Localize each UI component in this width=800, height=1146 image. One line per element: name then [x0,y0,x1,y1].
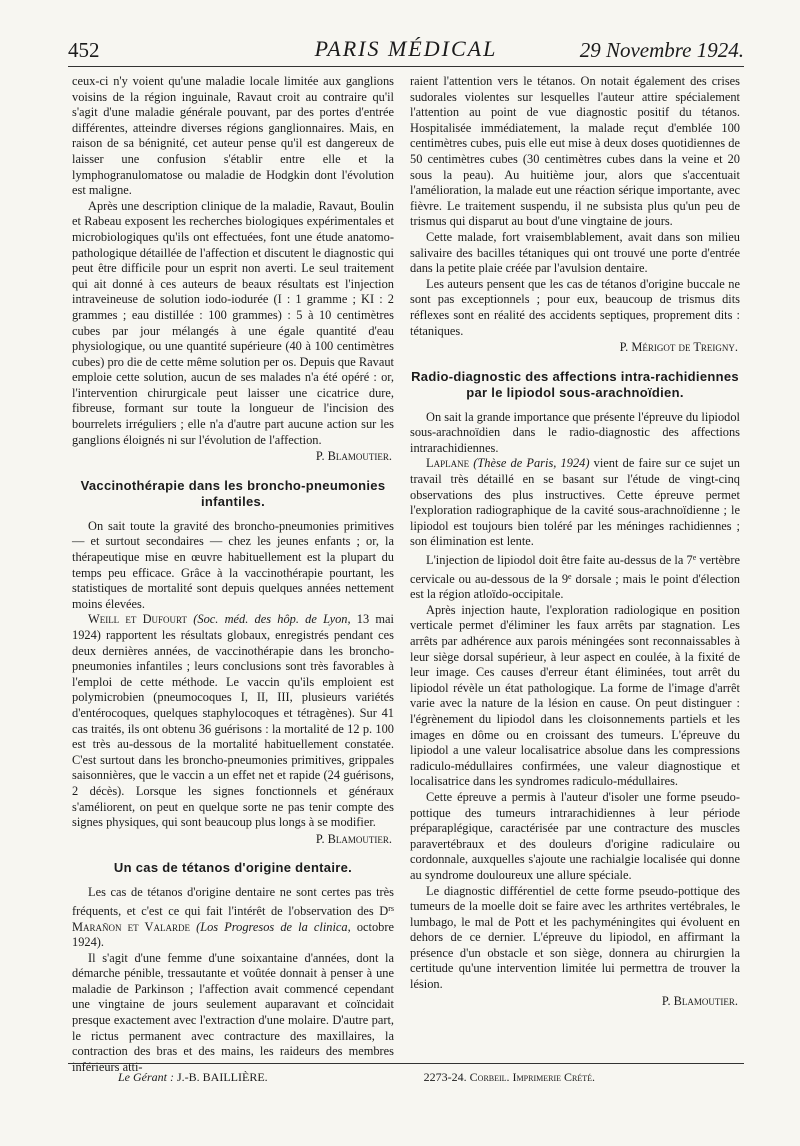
issue-date: 29 Novembre 1924. [579,38,744,62]
cited-source: (Soc. méd. des hôp. de Lyon, [193,612,351,627]
article-paragraph [410,550,740,603]
article-continuation-paragraph: ceux-ci n'y voient qu'une maladie locale limitée aux ganglions voisins de la région inguinale, Ravaut croit au contraire qu'il s'agit d'une maladie générale pouvant, par des portes d'entrée différentes, atteindre diverses régions ganglionnaires. Mais, en raison de sa bénignité, cet auteur pense qu'il est dangereux de laisser une confusion s'établir entre elle et la lymphogranulomatose ou maladie de Hodgkin dont l'évolution est maligne. [72,74,394,198]
header-rule [68,66,744,67]
article-continuation-paragraph: raient l'attention vers le tétanos. On notait également des crises sudorales violentes sur lesquelles l'auteur attire spécialement l'attention au point de vue diagnostic positif du tétanos. Hospitalisée immédiatement, la malade reçut d'emblée 100 centimètres cubes, puis elle eut mise à deux doses quotidiennes de 50 centimètres cubes (30 centimètres cubes dans la veine et 20 sous la peau). Au huitième jour, alors que s'accentuait l'amélioration, la malade eut une réaction sérique importante, avec fièvre. Le traitement suspendu, il ne subsista plus qu'un peu de trismus qui disparut au bout d'une vingtaine de jours. [410,74,740,229]
article-paragraph [410,456,740,550]
paragraph-text: Les cas de tétanos d'origine dentaire ne sont certes pas très fréquents, et c'est ce qui fait l'intérêt de l'observation des D [72,885,394,918]
cited-author: Laplane [426,456,470,471]
paragraph-text: 13 mai 1924) rapportent les résultats globaux, enregistrés pendant ces deux dernières années, de vaccinothérapie dans les broncho-pneumonies infantiles ; leurs conclusions sont très favorables à l'emploi de cette méthode. Le vaccin qu'ils emploient est polymicrobien (pneumocoques I, II, III, plusieurs variétés d'entérocoques, quelques staphylocoques et tétragènes). Sur 41 cas traités, ils ont obtenu 36 guérisons : la mortalité de 12 p. 100 est très au-dessous de la mortalité habituellement constatée. C'est surtout dans les broncho-pneumonies primitives, grippales saisonnières, que le vaccin a un effet net et rapide (24 guérisons, 2 décès). Lorsque les signes fonctionnels et généraux s'améliorent, on peut en quelque sorte ne pas tenir compte des signes physiques, qui sont beaucoup plus longs à se modifier. [72,612,394,830]
article-paragraph: Après injection haute, l'exploration radiologique en position verticale permet d'éliminer les faux arrêts par stagnation. Les arrêts par adhérence aux parois méningées sont reconnaissables à leur siège dorsal supérieur, à leur aspect en coulée, à la fixité de leur image. Ces causes d'erreur étant éliminées, tout arrêt du lipiodol révèle un état pathologique. La forme de l'image d'arrêt varie avec la nature de la lésion en cause. On peut distinguer : l'égrènement du lipiodol dans les cloisonnements partiels et les images en dôme ou en croissant des tumeurs. L'épreuve du lipiodol a une valeur localisatrice absolue dans les compressions radiculo-médullaires confirmées, une valeur diagnostique et localisatrice dans les syndromes radiculo-médullaires. [410,602,740,789]
left-column [72,74,394,1074]
page-number: 452 [68,38,100,62]
superscript: e [692,553,697,563]
print-number: 2273-24. [423,1070,467,1084]
gerant-name: J.-B. BAILLIÈRE. [177,1070,268,1084]
author-signature: P. Mérigot de Treigny. [619,340,738,355]
gerant-label: Le Gérant : [118,1070,174,1084]
article-paragraph: Après une description clinique de la maladie, Ravaut, Boulin et Rabeau exposent les recherches biologiques expérimentales et microbiologiques qu'ils ont effectuées, font une étude anatomo-pathologique détaillée de l'affection et discutent le diagnostic qui peut être difficile pour un esprit non averti. Le seul traitement qui ait donné à ces auteurs de beaux résultats est l'injection intraveineuse de solution iodo-iodurée (I : 1 gramme ; KI : 2 grammes ; eau distillée : 100 grammes) : 5 à 10 centimètres cubes par jour mélangés à une égale quantité d'eau physiologique, ou une quantité supérieure (40 à 100 centimètres cubes) pro die de cette même solution per os. Depuis que Ravaut emploie cette solution, aucun de ses malades n'a été opéré : or, l'intervention chirurgicale peut laisser une cicatrice dure, fibreuse, formant sur toute la longueur de l'incision des bourrelets irréguliers ; elle n'a d'autre part aucune action sur les ganglions éloignés ni sur l'évolution de l'affection. [72,198,394,447]
paragraph-text: L'injection de lipiodol doit être faite au-dessus de la 7 [426,553,693,568]
section-heading-vaccinotherapie: Vaccinothérapie dans les broncho-pneumonies infantiles. [80,477,386,509]
article-paragraph [72,612,394,830]
author-signature: P. Blamoutier. [315,831,392,846]
author-signature: P. Blamoutier. [661,993,738,1008]
printer-name: Corbeil. Imprimerie Crété. [469,1070,595,1084]
cited-authors: Marañon et Valarde [72,919,190,934]
cited-authors: Weill et Dufourt [88,612,188,627]
section-heading-radio-diagnostic: Radio-diagnostic des affections intra-rachidiennes par le lipiodol sous-arachnoïdien. [411,368,739,400]
article-paragraph: Cette malade, fort vraisemblablement, avait dans son milieu salivaire des bacilles tétaniques qui ont trouvé une porte d'entrée dans la petite plaie créée par l'avulsion dentaire. [410,229,740,276]
superscript: e [568,571,572,581]
superscript: rs [388,903,394,913]
article-paragraph: Cette épreuve a permis à l'auteur d'isoler une forme pseudo-pottique des tumeurs intrarachidiennes à leur période préparaplégique, caractérisée par une contracture des muscles paravertébraux et des douleurs d'origine radiculaire ou cordonnale, auxquelles s'ajoute une rachialgie localisée qui donne au syndrome douloureux une allure spéciale. [410,789,740,882]
article-paragraph: Les auteurs pensent que les cas de tétanos d'origine buccale ne sont pas exceptionnels ; pour eux, beaucoup de trismus dits réflexes sont en réalité des accidents septiques, proprement dits : tétaniques. [410,276,740,338]
paragraph-text: vient de faire sur ce sujet un travail très détaillé en se basant sur l'étude de vingt-cinq observations des plus instructives. Cette épreuve permet l'exploration radiographique de la cavité sous-arachnoïdienne ; le lipiodol est toujours bien toléré par les méninges rachidiennes ; son élimination est lente. [410,456,740,549]
article-paragraph: On sait la grande importance que présente l'épreuve du lipiodol sous-arachnoïdien dans le radio-diagnostic des affections intrarachidiennes. [410,409,740,455]
cited-source: (Los Progresos de la clinica, [196,919,351,934]
footer-rule [68,1063,744,1064]
article-paragraph: Il s'agit d'une femme d'une soixantaine d'années, dont la démarche pénible, tressautante et voûtée donnait à penser à une maladie de Parkinson ; l'affection avait commencé cependant une vingtaine de jours seulement auparavant et coïncidait presque exactement avec l'extraction d'une molaire. D'autre part, le rictus permanent avec contracture des maxillaires, la contraction des bras et des mains, les raideurs des membres inférieurs atti- [72,950,394,1074]
page-header [68,36,744,66]
cited-source: (Thèse de Paris, 1924) [473,456,590,471]
section-heading-tetanos: Un cas de tétanos d'origine dentaire. [113,860,353,876]
article-paragraph: On sait toute la gravité des broncho-pneumonies primitives — et surtout secondaires — chez les jeunes enfants ; or, la thérapeutique mise en œuvre habituellement est la plupart du temps peu efficace. Grâce à la vaccinothérapie pourtant, les statistiques de mortalité sont depuis quelques années nettement moins élevées. [72,518,394,611]
article-paragraph: Le diagnostic différentiel de cette forme pseudo-pottique des tumeurs de la moelle doit se faire avec les arthrites vertébrales, le lumbago, le mal de Pott et les pachyméningites qui évoluent en dehors de ce dernier. L'épreuve du lipiodol, en affirmant la présence d'un obstacle et son siège, donnera au chirurgien la certitude qu'une intervention limitée lui permettra de trouver la lésion. [410,883,740,992]
paragraph-text: dorsale ; mais le point d'élection est la région atloïdo-occipitale. [410,571,740,602]
page-footer [118,1070,758,1085]
author-signature: P. Blamoutier. [315,449,392,464]
article-paragraph [72,885,394,950]
paragraph-text: octobre 1924). [72,919,394,950]
right-column [410,74,740,1064]
journal-title: PARIS MÉDICAL [314,36,498,61]
paragraph-text: vertèbre cervicale ou au-dessous de la 9 [410,553,740,586]
